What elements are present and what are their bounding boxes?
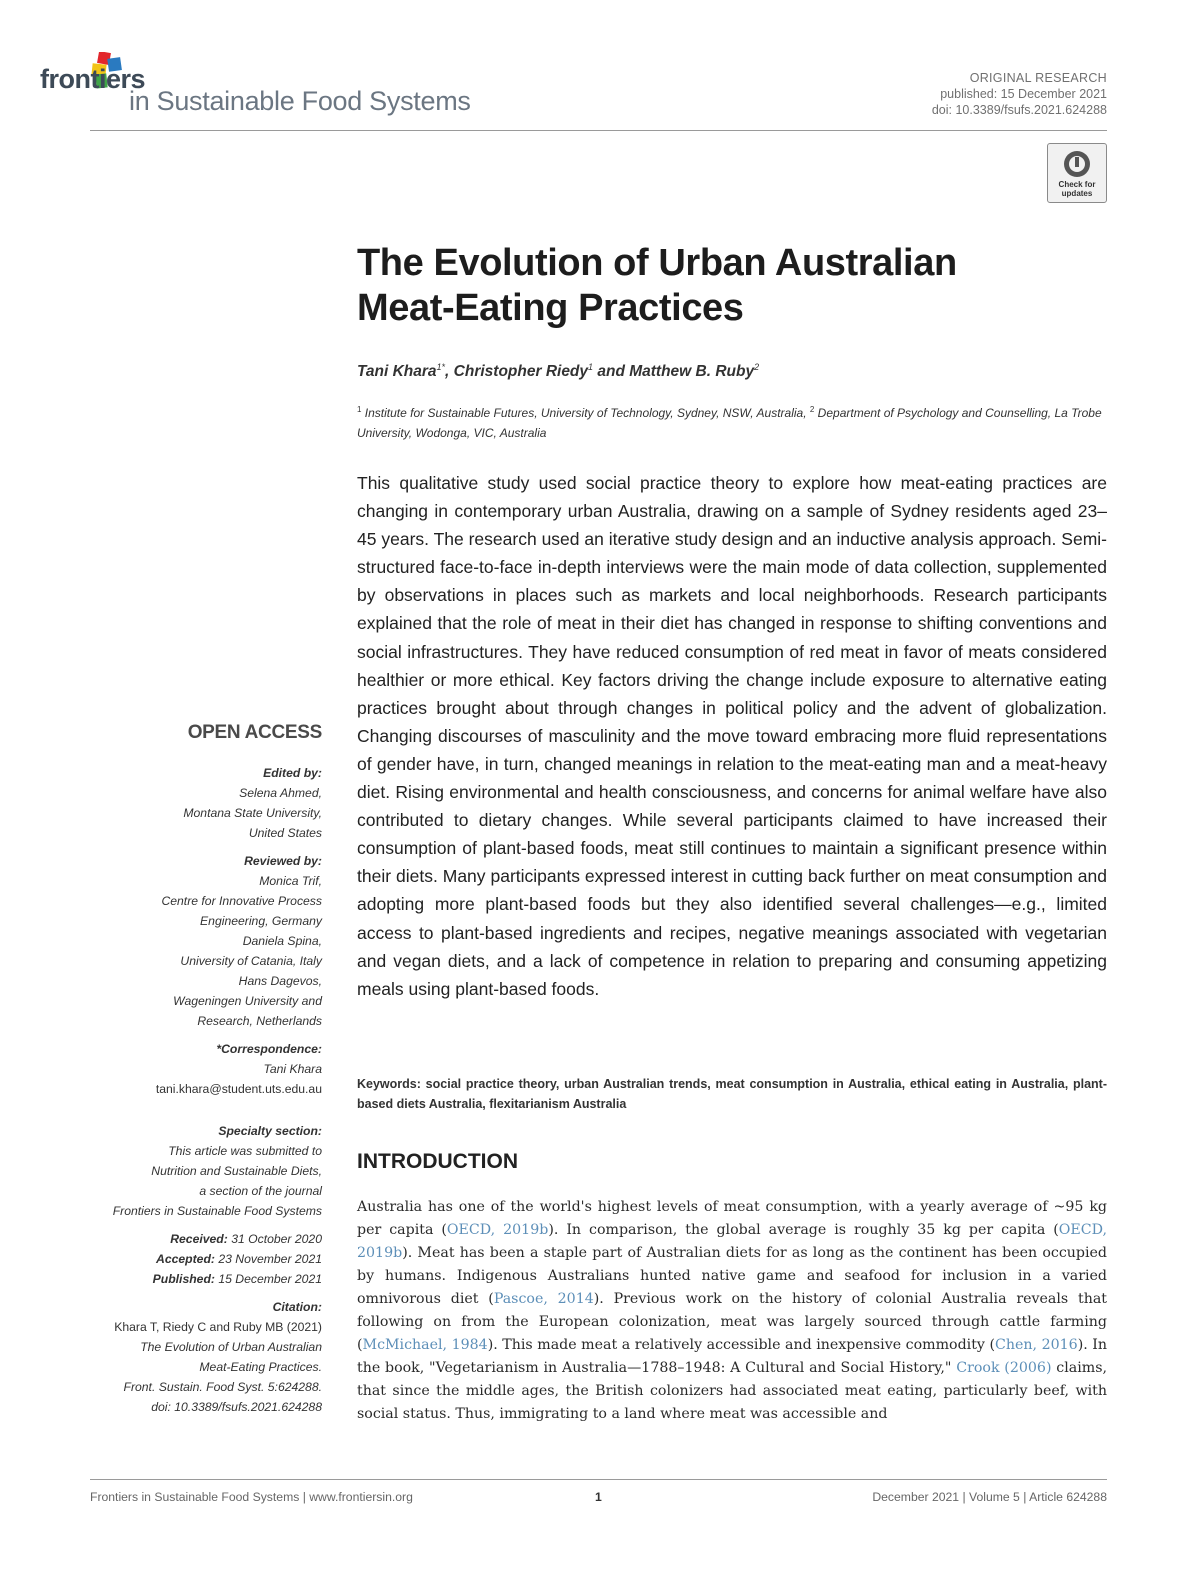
editor-line[interactable]: Selena Ahmed, [239,786,322,800]
citation-line: The Evolution of Urban Australian [140,1340,322,1354]
editor-line: Montana State University, [183,806,322,820]
received-date [80,1229,322,1249]
check-for-updates-button[interactable] [1047,143,1107,203]
reviewer-line[interactable]: Monica Trif, [259,874,322,888]
editor-line: United States [248,826,322,840]
reviewer-line: University of Catania, Italy [180,954,322,968]
author-separator: and [593,363,630,381]
author-2[interactable]: Christopher Riedy [453,363,589,381]
affil-2: Department of Psychology and Counselling, La Trobe University, Wodonga, VIC, Australia [357,406,1102,440]
published-value: 15 December 2021 [214,1272,322,1286]
badge-line-2: updates [1061,189,1093,198]
doi-link[interactable]: doi: 10.3389/fsufs.2021.624288 [931,103,1107,117]
citation-doi[interactable]: doi: 10.3389/fsufs.2021.624288 [151,1400,322,1414]
journal-name: in Sustainable Food Systems [129,86,471,116]
title-line-2: Meat-Eating Practices [357,287,744,329]
received-label: Received: [170,1232,228,1246]
footer-issue-info: December 2021 | Volume 5 | Article 624288 [872,1490,1107,1504]
reviewer-line[interactable]: Hans Dagevos, [238,974,322,988]
author-1[interactable]: Tani Khara [357,363,437,381]
badge-line-1: Check for [1058,180,1096,189]
article-meta [932,70,1107,118]
reviewer-line: Research, Netherlands [197,1014,322,1028]
spacer [80,1099,322,1113]
published-date-sidebar [80,1269,322,1289]
published-label: Published: [152,1272,215,1286]
intro-heading: INTRODUCTION [357,1150,518,1173]
affil-1: Institute for Sustainable Futures, University of Technology, Sydney, NSW, Australia, [361,406,810,420]
citation-line: Khara T, Riedy C and Ruby MB (2021) [114,1320,322,1334]
check-updates-label [1048,180,1106,198]
keywords [357,1074,1107,1114]
intro-paragraph [357,1196,1107,1426]
reviewer-line: Engineering, Germany [200,914,322,928]
published-date: published: 15 December 2021 [940,87,1107,101]
header-divider [90,130,1107,131]
edited-by-heading: Edited by: [263,766,322,780]
citation-heading: Citation: [272,1300,322,1314]
specialty-line: Nutrition and Sustainable Diets, [151,1164,322,1178]
correspondence-heading: *Correspondence: [216,1042,322,1056]
intro-text-5: ). This made meat a relatively accessible and inexpensive commodity ( [487,1337,996,1353]
footer-divider [90,1479,1107,1480]
affil-1-num: 1 [357,405,362,414]
reviewed-by-heading: Reviewed by: [244,854,322,868]
citation-link[interactable]: OECD, 2019b [357,1222,1108,1261]
received-value: 31 October 2020 [227,1232,322,1246]
open-access-label: OPEN ACCESS [187,722,322,743]
intro-text-6: ). In the book, "Vegetarianism in Australia—1788–1948: A Cultural and Social History," [357,1337,1108,1376]
article-sidebar [80,722,322,1417]
intro-text-3: ). Meat has been a staple part of Australian diets for as long as the continent has been occupied by humans. Indigenous Australians hunted native game and seafood for inclusion in a varied omnivorous diet ( [357,1245,1107,1307]
specialty-line: This article was submitted to [168,1144,322,1158]
citation-link[interactable]: Pascoe, 2014 [493,1291,594,1307]
page-number: 1 [595,1490,602,1504]
author-separator: , [445,363,454,381]
specialty-line: a section of the journal [199,1184,322,1198]
correspondence-email[interactable]: tani.khara@student.uts.edu.au [155,1082,322,1096]
footer-journal-link[interactable]: Frontiers in Sustainable Food Systems | www.frontiersin.org [90,1490,413,1504]
article-type: ORIGINAL RESEARCH [969,71,1107,85]
citation-link[interactable]: Chen, 2016 [995,1337,1078,1353]
accepted-label: Accepted: [156,1252,215,1266]
intro-text-1: Australia has one of the world's highest levels of meat consumption, with a yearly average of ~95 kg per capita ( [357,1199,1107,1238]
reviewer-line: Wageningen University and [173,994,322,1008]
author-3[interactable]: Matthew B. Ruby [629,363,755,381]
check-updates-icon [1062,149,1092,179]
intro-text-7: claims, that since the middle ages, the British colonizers had associated meat eating, particularly beef, with social status. Thus, immigrating to a land where meat was accessible and [357,1360,1107,1422]
reviewer-line: Centre for Innovative Process [161,894,322,908]
affiliations [357,400,1107,443]
accepted-value: 23 November 2021 [214,1252,322,1266]
specialty-line: Frontiers in Sustainable Food Systems [112,1204,322,1218]
brand-name: frontiers [40,64,146,94]
citation-link[interactable]: OECD, 2019b [446,1222,549,1238]
correspondence-name: Tani Khara [263,1062,322,1076]
specialty-heading: Specialty section: [218,1124,322,1138]
author-list [357,362,759,381]
title-line-1: The Evolution of Urban Australian [357,242,957,284]
reviewer-line[interactable]: Daniela Spina, [242,934,322,948]
keywords-label: Keywords: [357,1077,421,1091]
article-title [357,241,1117,331]
affil-2-num: 2 [809,405,815,414]
citation-link[interactable]: McMichael, 1984 [362,1337,488,1353]
author-1-affil: 1* [436,362,446,372]
author-2-affil: 1 [588,362,594,372]
intro-text-2: ). In comparison, the global average is roughly 35 kg per capita ( [548,1222,1059,1238]
citation-line: Meat-Eating Practices. [199,1360,322,1374]
abstract: This qualitative study used social practice theory to explore how meat-eating practices are changing in contemporary urban Australia, drawing on a sample of Sydney residents aged 23–45 years. The research used an iterative study design and an inductive analysis approach. Semi-structured face-to-face in-depth interviews were the main mode of data collection, supplemented by observations in places such as markets and local neighborhoods. Research participants explained that the role of meat in their diet has changed in response to shifting conventions and social infrastructures. They have reduced consumption of red meat in favor of meats considered healthier or more ethical. Key factors driving the change include exposure to alternative eating practices brought about through changes in political policy and the advent of globalization. Changing discourses of masculinity and the move toward embracing more fluid representations of gender have, in turn, changed meanings in relation to the meat-eating man and a meat-heavy diet. Rising environmental and health consciousness, and concerns for animal welfare have also contributed to dietary changes. While several participants claimed to have increased their consumption of plant-based foods, meat still continues to maintain a significant presence within their diets. Many participants expressed interest in cutting back further on meat consumption and adopting more plant-based foods but they also identified several challenges—e.g., limited access to plant-based ingredients and recipes, negative meanings associated with vegetarian and vegan diets, and a lack of competence in relation to preparing and consuming appetizing meals using plant-based foods. [357,473,1107,999]
citation-line: Front. Sustain. Food Syst. 5:624288. [123,1380,322,1394]
citation-link[interactable]: Crook (2006) [956,1360,1052,1376]
author-3-affil: 2 [754,362,760,372]
intro-text-4: ). Previous work on the history of colonial Australia reveals that following on from the European colonization, meat was largely sourced through cattle farming ( [357,1291,1107,1353]
keywords-list: social practice theory, urban Australian trends, meat consumption in Australia, ethical eating in Australia, plant-based diets Australia, flexitarianism Australia [357,1077,1107,1111]
accepted-date [80,1249,322,1269]
